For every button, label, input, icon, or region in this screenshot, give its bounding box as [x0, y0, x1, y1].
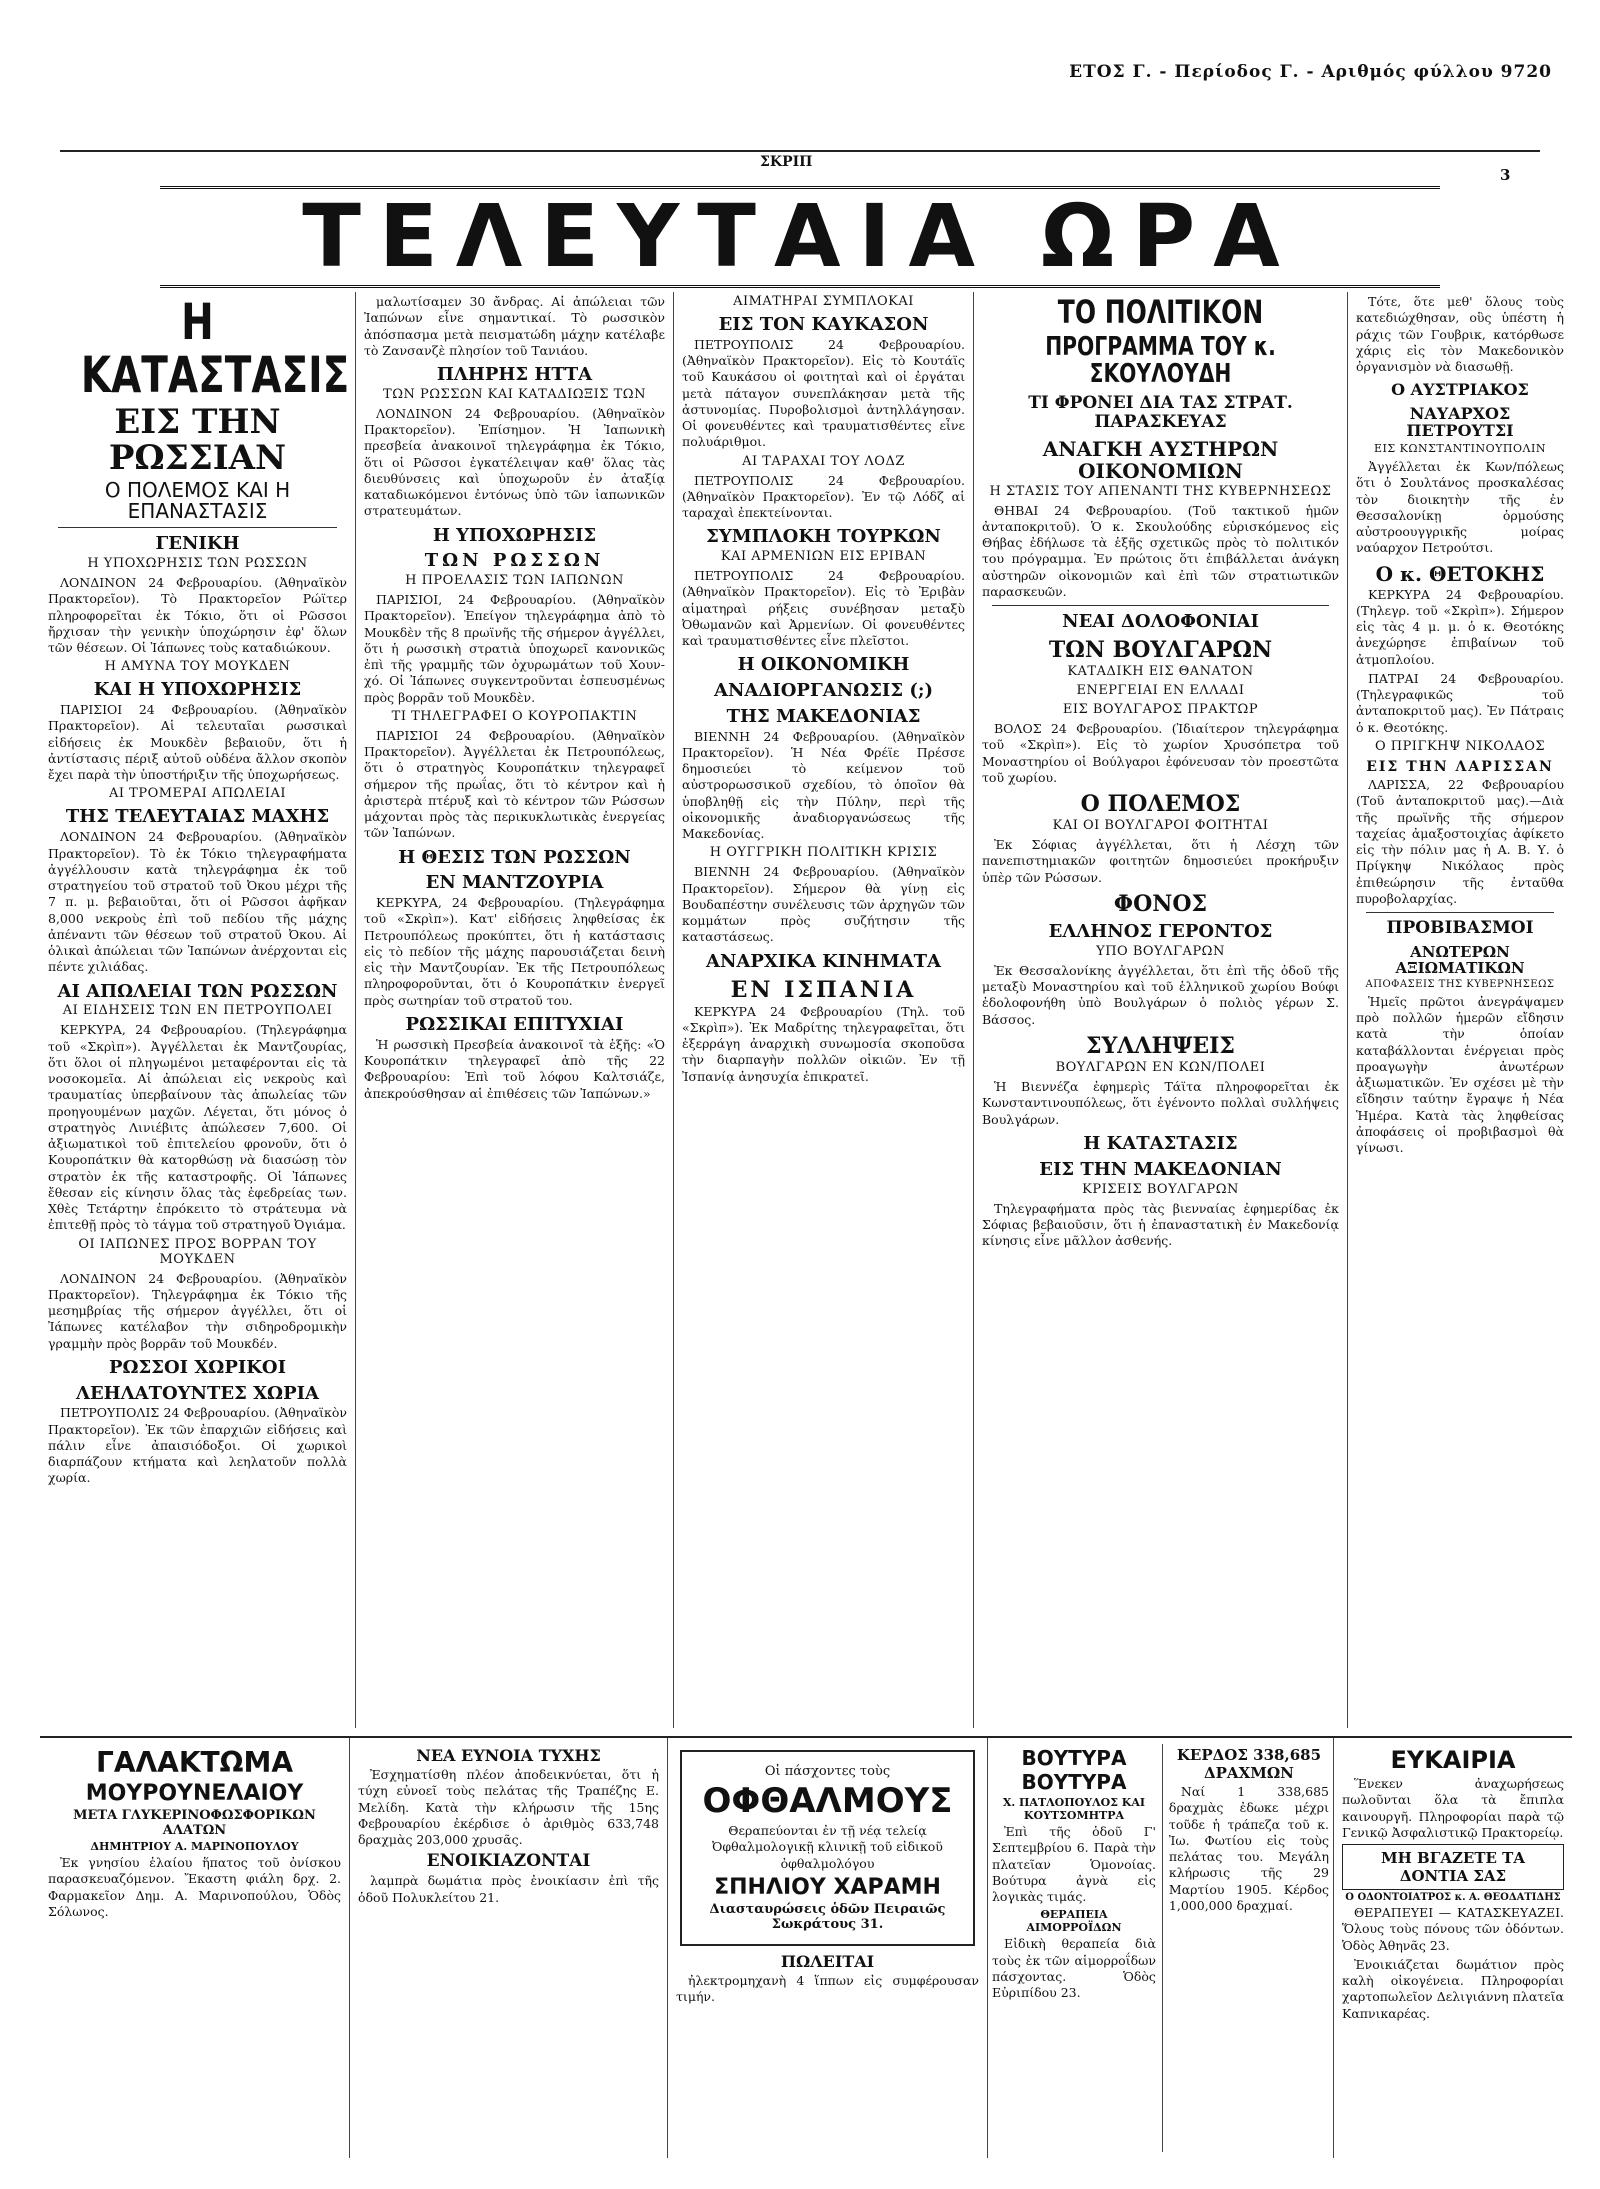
subhead: ΕΙΣ ΤΗΝ ΜΑΚΕΔΟΝΙΑΝ: [1039, 1158, 1282, 1180]
subhead: Ο ΑΥΣΤΡΙΑΚΟΣ: [1391, 380, 1529, 400]
divider: [1366, 912, 1554, 913]
subhead: ΕΝ ΙΣΠΑΝΙΑ: [730, 976, 917, 1003]
article-paragraph: Τηλεγραφήματα πρὸς τὰς βιενναίας ἐφημερίδας ἐκ Σόφιας βεβαιοῦσιν, ὅτι ἡ ἐπαναστατικὴ ἐν Μακεδονίᾳ κίνησις εἶνε μᾶλλον ἀσθενής.: [982, 1200, 1339, 1248]
subhead: ΚΡΙΣΕΙΣ ΒΟΥΛΓΑΡΩΝ: [1082, 1181, 1239, 1197]
subhead: ΕΙΣ ΚΩΝΣΤΑΝΤΙΝΟΥΠΟΛΙΝ: [1374, 442, 1546, 456]
subhead: ΤΗΣ ΜΑΚΕΔΟΝΙΑΣ: [726, 705, 921, 727]
article-paragraph: ΚΕΡΚΥΡΑ 24 Φεβρουαρίου (Τηλ. τοῦ «Σκρὶπ»). Ἐκ Μαδρίτης τηλεγραφεῖται, ὅτι ἐξερράγη ἀναρχικὴ συνωμοσία σκοποῦσα τὴν διαρπαγὴν πολλῶν οἰκιῶν. Ἐν τῇ Ἰσπανίᾳ ἀνησυχία ἐπικρατεῖ.: [682, 1003, 965, 1084]
ad-text: λαμπρὰ δωμάτια πρὸς ἐνοικίασιν ἐπὶ τῆς ὁδοῦ Πολυκλείτου 21.: [358, 1873, 659, 1905]
ad-text: ΘΕΡΑΠΕΥΕΙ — ΚΑΤΑΣΚΕΥΑΖΕΙ. Ὅλους τοὺς πόνους τῶν ὀδόντων. Ὁδὸς Ἀθηνᾶς 23.: [1342, 1905, 1564, 1953]
article-paragraph: ΠΕΤΡΟΥΠΟΛΙΣ 24 Φεβρουαρίου. (Ἀθηναϊκὸν Πρακτορεῖον). Εἰς τὸ Κουτάϊς τοῦ Καυκάσου οἱ φοιτηταὶ καὶ οἱ ἐργάται μετὰ πάταγον συνεπλάκησαν μετὰ τῆς ἀστυνομίας. Πυροβολισμοὶ ἀντηλλάγησαν. Οἱ φονευθέντες καὶ τραυματισθέντες εἶνε πολυάριθμοι.: [682, 336, 965, 450]
ad-butter-and-bank: [988, 1738, 1334, 2158]
issue-line: ΕΤΟΣ Γ. - Περίοδος Γ. - Αριθμός φύλλου 9720: [1069, 62, 1552, 82]
article-paragraph: ΛΟΝΔΙΝΟΝ 24 Φεβρουαρίου. (Ἀθηναϊκὸν Πρακτορεῖον). Τηλεγράφημα ἐκ Τόκιο τῆς μεσημβρίας τῆς σήμερον ἀγγέλλει, ὅτι οἱ Ἰάπωνες κατέλαβον τὴν σιδηροδρομικὴν γραμμὴν πρὸς βορρᾶν τοῦ Μουκδέν.: [48, 1270, 347, 1351]
article-paragraph: Ἐκ Σόφιας ἀγγέλλεται, ὅτι ἡ Λέσχη τῶν πανεπιστημιακῶν φοιτητῶν δημοσιεύει προκήρυξιν ὑπὲρ τῶν Ρώσσων.: [982, 837, 1339, 885]
subhead: ΝΑΥΑΡΧΟΣ ΠΕΤΡΟΥΤΣΙ: [1406, 403, 1514, 441]
ad-title: ΒΟΥΤΥΡΑ ΒΟΥΤΥΡΑ: [1021, 1746, 1127, 1794]
headline-line-2: ΠΡΟΓΡΑΜΜΑ ΤΟΥ κ. ΣΚΟΥΛΟΥΔΗ: [1045, 331, 1276, 389]
advertisements: [40, 1736, 1572, 2158]
subhead: ΚΑΤΑΔΙΚΗ ΕΙΣ ΘΑΝΑΤΟΝ: [1067, 664, 1254, 680]
subhead: ΑΙ ΤΡΟΜΕΡΑΙ ΑΠΩΛΕΙΑΙ: [109, 786, 286, 802]
article-paragraph: μαλωτίσαμεν 30 ἄνδρας. Αἱ ἀπώλειαι τῶν Ἰαπώνων εἶνε σημαντικαί. Τὸ ρωσσικὸν ἀπόσπασμα μετὰ πεισματώδη μάχην κατέλαβε τὸ Ζανσανζὲ πλησίον τοῦ Τανιάου.: [364, 294, 665, 358]
ad-title: ΕΝΟΙΚΙΑΖΟΝΤΑΙ: [426, 1851, 591, 1872]
subhead: ΝΕΑΙ ΔΟΛΟΦΟΝΙΑΙ: [1062, 611, 1259, 633]
article-paragraph: ΘΗΒΑΙ 24 Φεβρουαρίου. (Τοῦ τακτικοῦ ἡμῶν ἀνταποκριτοῦ). Ὁ κ. Σκουλούδης εὑρισκόμενος εἰς Θήβας ἐδήλωσε τὰ ἑξῆς σχετικῶς πρὸς τὸ πολιτικόν του πρόγραμμα. Ἐν πρώτοις ὅτι ἐπιβάλλεται ἀνάγκη αὐστηρῶν οἰκονομιῶν καὶ ἐπὶ τῶν στρατιωτικῶν παρασκευῶν.: [982, 502, 1339, 599]
ad-address: Διασταυρώσεις ὁδῶν Πειραιῶς Σωκράτους 31.: [709, 1901, 946, 1932]
subhead: ΤΙ ΤΗΛΕΓΡΑΦΕΙ Ο ΚΟΥΡΟΠΑΚΤΙΝ: [391, 708, 638, 724]
ad-text: Ἐκ γνησίου ἐλαίου ἥπατος τοῦ ὀνίσκου παρασκευαζόμενον. Ἔκαστη φιάλη δρχ. 2. Φαρμακεῖον Δημ. Α. Μαρινοπούλου, Ὁδὸς Σόλωνος.: [48, 1855, 341, 1919]
ad-subtitle: ΜΕΤΑ ΓΛΥΚΕΡΙΝΟΦΩΣΦΟΡΙΚΩΝ ΑΛΑΤΩΝ: [73, 1808, 316, 1838]
subhead: Η ΠΡΟΕΛΑΣΙΣ ΤΩΝ ΙΑΠΩΝΩΝ: [405, 573, 624, 589]
article-paragraph: ΒΟΛΟΣ 24 Φεβρουαρίου. (Ἰδιαίτερον τηλεγράφημα τοῦ «Σκρὶπ»). Εἰς τὸ χωρίον Χρυσόπετρα τοῦ Μοναστηρίου οἱ Βούλγαροι ἐφόνευσαν τὸν προεστῶτα τοῦ χωρίου.: [982, 721, 1339, 785]
ad-title: ΘΕΡΑΠΕΙΑ ΑΙΜΟΡΡΟΪΔΩΝ: [1026, 1908, 1122, 1935]
article-paragraph: Ἡμεῖς πρῶτοι ἀνεγράψαμεν πρὸ πολλῶν ἡμερῶν εἴδησιν κατὰ τὴν ὁποίαν καταβάλλονται ἐνέργειαι πρὸς προαγωγὴν ἀνωτέρων ἀξιωματικῶν. Ἐν σχέσει μὲ τὴν εἴδησιν ταύτην ἔγραψε ἡ Νέα Ἡμέρα. Κατὰ τὰς ληφθείσας ἀποφάσεις οἱ προβιβασμοὶ θὰ γίνωσι.: [1356, 993, 1564, 1156]
column-3: [674, 292, 974, 1728]
ad-title: ΜΟΥΡΟΥΝΕΛΑΙΟΥ: [85, 1781, 304, 1806]
ad-title: ΜΗ ΒΓΑΖΕΤΕ ΤΑ ΔΟΝΤΙΑ ΣΑΣ: [1342, 1844, 1564, 1890]
subhead: ΕΛΛΗΝΟΣ ΓΕΡΟΝΤΟΣ: [1048, 921, 1273, 943]
ad-text: Θεραπεύονται ἐν τῇ νέᾳ τελείᾳ Ὀφθαλμολογικῇ κλινικῇ τοῦ εἰδικοῦ ὀφθαλμολόγου: [712, 1823, 943, 1871]
subhead: ΤΩΝ ΡΩΣΣΩΝ: [424, 550, 605, 572]
subhead: ΤΩΝ ΒΟΥΛΓΑΡΩΝ: [1048, 636, 1273, 663]
headline-russia-line-2: ΕΙΣ ΤΗΝ ΡΩΣΣΙΑΝ: [108, 402, 287, 478]
running-head-paper-name: ΣΚΡΙΠ: [760, 154, 813, 170]
subhead: ΤΩΝ ΡΩΣΣΩΝ ΚΑΙ ΚΑΤΑΔΙΩΞΙΣ ΤΩΝ: [383, 386, 646, 402]
ad-title: ΕΥΚΑΙΡΙΑ: [1390, 1746, 1516, 1774]
ad-title: ΝΕΑ ΕΥΝΟΙΑ ΤΥΧΗΣ: [416, 1746, 601, 1765]
running-head-rule: [60, 150, 1540, 152]
ad-title: ΚΕΡΔΟΣ 338,685 ΔΡΑΧΜΩΝ: [1176, 1746, 1322, 1782]
article-paragraph: ΒΙΕΝΝΗ 24 Φεβρουαρίου. (Ἀθηναϊκὸν Πρακτορεῖον). Ἡ Νέα Φρέϊε Πρέσσε δημοσιεύει τὸ κείμενον τοῦ αὐστρορωσσικοῦ σχεδίου, τὸ ὁποῖον θὰ ὑποβληθῇ εἰς τὴν Πύλην, περὶ τῆς οἰκονομικῆς ἀναδιοργανώσεως τῆς Μακεδονίας.: [682, 728, 965, 842]
ad-text: ἠλεκτρομηχανὴ 4 ἵππων εἰς συμφέρουσαν τιμήν.: [676, 1972, 979, 2004]
ad-cod-liver-oil: [40, 1738, 350, 2158]
divider: [992, 605, 1329, 606]
ad-butter: [992, 1744, 1156, 2152]
subhead: Η ΚΑΤΑΣΤΑΣΙΣ: [1083, 1132, 1238, 1154]
article-paragraph: Ἀγγέλλεται ἐκ Κων/πόλεως ὅτι ὁ Σουλτάνος προσκαλέσας τὸν διοικητὴν τῆς ἐν Θεσσαλονίκῃ ὁρμούσης αὐστροουγγρικῆς μοίρας ναύαρχον Πετρούτσι.: [1356, 459, 1564, 556]
masthead: [160, 186, 1440, 288]
divider: [58, 527, 337, 528]
subhead: ΠΡΟΒΙΒΑΣΜΟΙ: [1386, 918, 1534, 939]
subhead: ΑΙ ΑΠΩΛΕΙΑΙ ΤΩΝ ΡΩΣΣΩΝ: [57, 980, 338, 1002]
subhead: ΚΑΙ ΟΙ ΒΟΥΛΓΑΡΟΙ ΦΟΙΤΗΤΑΙ: [1052, 818, 1269, 834]
subhead: ΦΟΝΟΣ: [1113, 890, 1208, 917]
article-paragraph: ΠΕΤΡΟΥΠΟΛΙΣ 24 Φεβρουαρίου. (Ἀθηναϊκὸν Πρακτορεῖον). Ἐκ τῶν ἐπαρχιῶν εἰδήσεις καὶ πάλιν εἶνε ἀπαισιόδοξοι. Οἱ χωρικοὶ διαρπάζουν κτήματα καὶ λεηλατοῦν πολλὰ χωρία.: [48, 1405, 347, 1486]
article-paragraph: ΚΕΡΚΥΡΑ, 24 Φεβρουαρίου. (Τηλεγράφημα τοῦ «Σκρὶπ»). Ἀγγέλλεται ἐκ Μαντζουρίας, ὅτι ὅλοι οἱ πληγωμένοι μεταφέρονται εἰς τὰ νοσοκομεῖα. Αἱ ἀπώλειαι εἰς νεκροὺς καὶ τραυματίας ὑπερβαίνουν τὰς ἀπωλείας τῶν προηγουμένων μαχῶν. Λέγεται, ὅτι μόνος ὁ στρατηγὸς Λινιέβιτς ἀπώλεσεν 7,600. Οἱ ἀξιωματικοὶ τοῦ ἐπιτελείου φρονοῦν, ὅτι ὁ Κουροπάτκιν θὰ κατορθώσῃ νὰ διασώσῃ τὸν στρατὸν ἐκ τῆς καταστροφῆς. Οἱ Ἰάπωνες ἔθεσαν εἰς κίνησιν ὅλας τὰς ἐφεδρείας των. Χθὲς Τετάρτην ἐπρόκειτο τὸ στράτευμα νὰ ἐπιτεθῇ πρὸς τὸ τάγμα τοῦ στρατηγοῦ Ὀγιάμα.: [48, 1022, 347, 1233]
article-paragraph: ΠΑΡΙΣΙΟΙ, 24 Φεβρουαρίου. (Ἀθηναϊκὸν Πρακτορεῖον). Ἐπείγον τηλεγράφημα ἀπὸ τὸ Μουκδὲν τῆς 8 πρωϊνῆς τῆς σήμερον ἀγγέλλει, ὅτι ἡ ρωσσικὴ στρατιὰ ὑποχωρεῖ κανονικῶς ἐπὶ τῆς γραμμῆς τῶν ὀχυρωμάτων τοῦ Χουν-χό. Οἱ Ἰάπωνες συγκεντροῦνται ἐσπευσμένως πρὸς βορρᾶν τοῦ Μουκδὲν.: [364, 592, 665, 705]
subhead: ΛΕΗΛΑΤΟΥΝΤΕΣ ΧΩΡΙΑ: [75, 1382, 320, 1404]
subhead: ΡΩΣΣΙΚΑΙ ΕΠΙΤΥΧΙΑΙ: [405, 1013, 624, 1035]
subhead: ΟΙ ΙΑΠΩΝΕΣ ΠΡΟΣ ΒΟΡΡΑΝ ΤΟΥ ΜΟΥΚΔΕΝ: [78, 1236, 317, 1267]
article-paragraph: Ἐκ Θεσσαλονίκης ἀγγέλλεται, ὅτι ἐπὶ τῆς ὁδοῦ τῆς μεταξὺ Μοναστηρίου καὶ τοῦ ἑλληνικοῦ χωρίου Βούφι ἐδολοφονήθη ὑπὸ Βουλγάρων ὁ πολιὸς γέρων Σ. Βάσσος.: [982, 962, 1339, 1027]
subhead: ΑΙΜΑΤΗΡΑΙ ΣΥΜΠΛΟΚΑΙ: [733, 294, 914, 309]
column-5: [1348, 292, 1572, 1728]
subhead: ΕΙΣ ΒΟΥΛΓΑΡΟΣ ΠΡΑΚΤΩΡ: [1062, 702, 1259, 718]
ad-text: Ἕνεκεν ἀναχωρήσεως πωλοῦνται ὅλα τὰ ἔπιπλα καινουργῆ. Πληροφορίαι παρὰ τῷ Γενικῷ Ἀσφαλιστικῷ Πρακτορείῳ.: [1342, 1776, 1564, 1840]
news-columns: [40, 292, 1572, 1728]
subhead: ΑΝΑΡΧΙΚΑ ΚΙΝΗΜΑΤΑ: [706, 950, 941, 972]
article-paragraph: ΠΕΤΡΟΥΠΟΛΙΣ 24 Φεβρουαρίου. (Ἀθηναϊκὸν Πρακτορεῖον). Ἐν τῷ Λόδζ αἱ ταραχαὶ ἐπεκτείνονται.: [682, 472, 965, 521]
subhead: ΕΝ ΜΑΝΤΖΟΥΡΙΑ: [425, 872, 604, 894]
subhead: ΒΟΥΛΓΑΡΩΝ ΕΝ ΚΩΝ/ΠΟΛΕΙ: [1055, 1060, 1266, 1076]
article-paragraph: ΒΙΕΝΝΗ 24 Φεβρουαρίου. (Ἀθηναϊκὸν Πρακτορεῖον). Σήμερον θὰ γίνῃ εἰς Βουδαπέστην συνέλευσις τῶν ἀρχηγῶν τῶν κομμάτων πρὸς συζήτησιν τῆς καταστάσεως.: [682, 864, 965, 945]
subhead: Η ΥΠΟΧΩΡΗΣΙΣ: [432, 524, 597, 546]
ad-subtitle: ΔΗΜΗΤΡΙΟΥ Α. ΜΑΡΙΝΟΠΟΥΛΟΥ: [90, 1840, 299, 1853]
column-4: [974, 292, 1348, 1728]
article-paragraph: ΠΑΤΡΑΙ 24 Φεβρουαρίου. (Τηλεγραφικῶς τοῦ ἀνταποκριτοῦ μας). Ἐν Πάτραις ὁ κ. Θεοτόκης.: [1356, 670, 1564, 735]
ad-text: Ἐνοικιάζεται δωμάτιον πρὸς καλὴ οἰκογένεια. Πληροφορίαι χαρτοπωλεῖον Δελιγιάννη πλατεῖα Καπνικαρέας.: [1342, 1956, 1564, 2021]
ad-dentist: [1334, 1738, 1572, 2158]
ad-text: Οἱ πάσχοντες τοὺς: [764, 1764, 891, 1779]
subhead: Η ΟΙΚΟΝΟΜΙΚΗ: [737, 654, 910, 676]
ad-text: Ἐσχηματίσθη πλέον ἀποδεικνύεται, ὅτι ἡ τύχη εὐνοεῖ τοὺς πελάτας τῆς Τραπέζης Ε. Μελίδη. Κατὰ τὴν κλήρωσιν τῆς 15ης Φεβρουαρίου ἐκέρδισε ὁ ἀριθμὸς 633,748 δραχμὰς 203,000 χρυσᾶς.: [358, 1767, 659, 1847]
subhead: ΤΙ ΦΡΟΝΕΙ ΔΙΑ ΤΑΣ ΣΤΡΑΤ. ΠΑΡΑΣΚΕΥΑΣ: [1028, 393, 1293, 432]
article-paragraph: ΚΕΡΚΥΡΑ 24 Φεβρουαρίου. (Τηλεγρ. τοῦ «Σκρὶπ»). Σήμερον εἰς τὰς 4 μ. μ. ὁ κ. Θεοτόκης ἀνεχώρησε ἐπιβαίνων τοῦ ἀτμοπλοίου.: [1356, 586, 1564, 667]
headline-political-program-line-2: [982, 331, 1339, 389]
headline-russia-situation: [48, 293, 350, 404]
column-1: [40, 292, 356, 1728]
article-paragraph: ΛΑΡΙΣΣΑ, 22 Φεβρουαρίου (Τοῦ ἀνταποκριτοῦ μας).—Διὰ τῆς πρωϊνῆς τῆς σήμερον ταχείας ἀμαξοστοιχίας ἀφίκετο εἰς τὴν πόλιν μας ἡ Α. Β. Υ. ὁ Πρίγκηψ Νικόλαος πρὸς ἐπιθεώρησιν τῆς ἐνταῦθα πυροβολαρχίας.: [1356, 777, 1564, 906]
article-paragraph: ΛΟΝΔΙΝΟΝ 24 Φεβρουαρίου. (Ἀθηναϊκὸν Πρακτορεῖον). Τὸ ἐκ Τόκιο τηλεγραφήματα ἀγγέλλουσιν κατὰ τηλεγράφημα ἐκ τοῦ στρατηγείου τοῦ στρατοῦ τοῦ Ὀκου μέχρι τῆς 7 π. μ. βεβαιοῦται, ὅτι οἱ Ρῶσσοι ἀφῆκαν 8,000 νεκροὺς ἐπὶ τοῦ πεδίου τῆς μάχης ἀπέναντι τῶν θέσεων τοῦ στρατοῦ Ὀκου. Αἱ ὁλικαὶ ἀπώλειαι τῶν Ἰαπώνων ἀνέρχονται εἰς πέντε χιλιάδας.: [48, 829, 347, 975]
subhead: ΥΠΟ ΒΟΥΛΓΑΡΩΝ: [1096, 943, 1225, 959]
subhead: Η ΥΠΟΧΩΡΗΣΙΣ ΤΩΝ ΡΩΣΣΩΝ: [87, 556, 308, 572]
ad-text: Ναί 1 338,685 δραχμὰς ἐδωκε μέχρι τοῦδε ἡ τράπεζα τοῦ κ. Ἰω. Φωτίου εἰς τοὺς πελάτας του. Μεγάλη κλήρωσις τῆς 29 Μαρτίου 1905. Κέρδος 1,000,000 δραχμαί.: [1168, 1784, 1329, 1913]
subhead: Η ΑΜΥΝΑ ΤΟΥ ΜΟΥΚΔΕΝ: [104, 659, 291, 675]
ad-profit: [1162, 1744, 1329, 2152]
ad-text: Εἰδικὴ θεραπεία διὰ τοὺς ἐκ τῶν αἱμορροΐδων πάσχοντας. Ὁδὸς Εὐριπίδου 23.: [992, 1936, 1156, 2000]
subhead: ΑΝΑΔΙΟΡΓΑΝΩΣΙΣ (;): [713, 680, 934, 702]
subhead: ΓΕΝΙΚΗ: [155, 533, 240, 555]
ad-name: ΣΠΗΛΙΟΥ ΧΑΡΑΜΗ: [714, 1874, 941, 1900]
headline-russia-line-3: Ο ΠΟΛΕΜΟΣ ΚΑΙ Η ΕΠΑΝΑΣΤΑΣΙΣ: [104, 478, 291, 524]
ad-text: Ἐπὶ τῆς ὁδοῦ Γ' Σεπτεμβρίου 6. Παρὰ τὴν πλατεῖαν Ὁμονοίας. Βούτυρα ἀγνὰ εἰς λογικὰς τιμάς.: [992, 1824, 1156, 1904]
headline-line-1: Η ΚΑΤΑΣΤΑΣΙΣ: [80, 293, 350, 404]
ad-title: ΟΦΘΑΛΜΟΥΣ: [702, 1781, 953, 1821]
subhead: Η ΟΥΓΓΡΙΚΗ ΠΟΛΙΤΙΚΗ ΚΡΙΣΙΣ: [709, 845, 938, 861]
headline-political-program: [982, 293, 1339, 331]
subhead: ΑΝΩΤΕΡΩΝ ΑΞΙΩΜΑΤΙΚΩΝ: [1395, 942, 1525, 978]
subhead: ΡΩΣΣΟΙ ΧΩΡΙΚΟΙ: [108, 1356, 287, 1378]
headline-line-1: ΤΟ ΠΟΛΙΤΙΚΟΝ: [1057, 293, 1264, 331]
masthead-title: ΤΕΛΕΥΤΑΙΑ ΩΡΑ: [302, 187, 1298, 287]
article-paragraph: ΠΑΡΙΣΙΟΙ 24 Φεβρουαρίου. (Ἀθηναϊκὸν Πρακτορεῖον). Αἱ τελευταῖαι ρωσσικαὶ εἰδήσεις ἐκ Μουκδὲν βεβαιοῦν, ὅτι ἡ ἀντίστασις πέριξ αὐτοῦ οὐδένα ἄλλον σκοπὸν ἔχει παρὰ τὴν ὑποστήριξιν τῆς ὑποχωρήσεως.: [48, 702, 347, 783]
subhead: ΠΛΗΡΗΣ ΗΤΤΑ: [436, 364, 593, 385]
ad-box: [680, 1750, 975, 1946]
subhead: ΑΙ ΤΑΡΑΧΑΙ ΤΟΥ ΛΟΔΖ: [742, 453, 905, 469]
article-paragraph: Τότε, ὅτε μεθ' ὅλους τοὺς κατεδιώχθησαν, οὓς ὑπέστη ἡ ράχις τῶν Γουβρικ, κατόρθωσε χάρις εἰς τὸν Μακεδονικὸν ὀργανισμὸν νὰ διασωθῇ.: [1356, 294, 1564, 374]
subhead: Η ΘΕΣΙΣ ΤΩΝ ΡΩΣΣΩΝ: [398, 846, 631, 868]
subhead: Ο κ. ΘΕΤΟΚΗΣ: [1375, 561, 1545, 586]
article-paragraph: ΛΟΝΔΙΝΟΝ 24 Φεβρουαρίου. (Ἀθηναϊκὸν Πρακτορεῖον). Τὸ Πρακτορεῖον Ρώϊτερ πληροφορεῖται ἐκ Τόκιο, ὅτι οἱ Ρῶσσοι ἤρχισαν τὴν γενικὴν ὑποχώρησιν ἐφ' ὅλων τῶν θέσεων. Οἱ Ἰάπωνες τοὺς καταδιώκουν.: [48, 575, 347, 656]
subhead: ΕΙΣ ΤΟΝ ΚΑΥΚΑΣΟΝ: [718, 314, 929, 335]
subhead: Ο ΠΟΛΕΜΟΣ: [1080, 791, 1241, 818]
page-number: 3: [1500, 166, 1511, 184]
subhead: ΚΑΙ ΑΡΜΕΝΙΩΝ ΕΙΣ ΕΡΙΒΑΝ: [720, 549, 927, 565]
ad-title: ΓΑΛΑΚΤΩΜΑ: [96, 1746, 293, 1779]
article-paragraph: Ἡ ρωσσικὴ Πρεσβεία ἀνακοινοῖ τὰ ἑξῆς: «Ὁ Κουροπάτκιν τηλεγραφεῖ ἀπὸ τῆς 22 Φεβρουαρίου: Ἐπὶ τοῦ λόφου Καλτσιάζε, ἀπεκρούσθησαν αἱ ἐπιθέσεις τῶν Ἰαπώνων.»: [364, 1036, 665, 1101]
article-paragraph: ΚΕΡΚΥΡΑ, 24 Φεβρουαρίου. (Τηλεγράφημα τοῦ «Σκρὶπ»). Κατ' εἰδήσεις ληφθείσας ἐκ Πετρουπόλεως προκύπτει, ὅτι ἡ κατάστασις εἰς τὸ πεδίον τῆς μάχης παρουσιάζεται δεινὴ εἰς τὴν Μαντζουρίαν. Ἐκ τῆς Πετρουπόλεως πληροφοροῦνται, ὅτι ὁ Κουροπάτκιν ἐνεργεῖ πρὸς σωτηρίαν τοῦ στρατοῦ του.: [364, 895, 665, 1008]
ad-title: ΠΩΛΕΙΤΑΙ: [780, 1951, 875, 1971]
column-2: [356, 292, 674, 1728]
subhead: ΚΑΙ Η ΥΠΟΧΩΡΗΣΙΣ: [93, 679, 302, 701]
subhead: ΤΗΣ ΤΕΛΕΥΤΑΙΑΣ ΜΑΧΗΣ: [65, 806, 330, 828]
ad-name: Χ. ΠΑΤΛΟΠΟΥΛΟΣ ΚΑΙ ΚΟΥΤΣΟΜΗΤΡΑ: [1002, 1796, 1146, 1822]
article-paragraph: ΠΕΤΡΟΥΠΟΛΙΣ 24 Φεβρουαρίου. (Ἀθηναϊκὸν Πρακτορεῖον). Εἰς τὸ Ἐριβὰν αἱματηραὶ ρήξεις συνέβησαν μεταξὺ Ὀθωμανῶν καὶ Ἀρμενίων. Οἱ φονευθέντες καὶ τραυματισθέντες εἶνε πλεῖστοι.: [682, 568, 965, 649]
article-paragraph: Ἡ Βιεννέζα ἐφημερὶς Τάϊτα πληροφορεῖται ἐκ Κωνσταντινουπόλεως, ὅτι ἐγένοντο πολλαὶ συλλήψεις Βουλγάρων.: [982, 1079, 1339, 1127]
article-paragraph: ΠΑΡΙΣΙΟΙ 24 Φεβρουαρίου. (Ἀθηναϊκὸν Πρακτορεῖον). Ἀγγέλλεται ἐκ Πετρουπόλεως, ὅτι ὁ στρατηγὸς Κουροπάτκιν τηλεγραφεῖ σήμερον τῆς πρωΐας, ὅτι τὸ κέντρον καὶ ἡ ἀριστερὰ πτέρυξ καὶ τὸ κέντρον τῶν Ρώσσων μάχονται πρὸς τὰς περικυκλωτικὰς ἐνεργείας τῶν Ἰαπώνων.: [364, 727, 665, 841]
ad-subtitle: Ο ΟΔΟΝΤΟΙΑΤΡΟΣ κ. Α. ΘΕΟΔΑΤΙΔΗΣ: [1345, 1892, 1561, 1903]
subhead: ΑΠΟΦΑΣΕΙΣ ΤΗΣ ΚΥΒΕΡΝΗΣΕΩΣ: [1365, 978, 1555, 990]
subhead: ΑΝΑΓΚΗ ΑΥΣΤΗΡΩΝ ΟΙΚΟΝΟΜΙΩΝ: [1042, 436, 1279, 483]
subhead: ΣΥΛΛΗΨΕΙΣ: [1086, 1032, 1235, 1059]
subhead: Ο ΠΡΙΓΚΗΨ ΝΙΚΟΛΑΟΣ: [1374, 738, 1546, 754]
subhead: Η ΣΤΑΣΙΣ ΤΟΥ ΑΠΕΝΑΝΤΙ ΤΗΣ ΚΥΒΕΡΝΗΣΕΩΣ: [989, 483, 1332, 499]
subhead: ΑΙ ΕΙΔΗΣΕΙΣ ΤΩΝ ΕΝ ΠΕΤΡΟΥΠΟΛΕΙ: [62, 1003, 333, 1019]
subhead: ΕΙΣ ΤΗΝ ΛΑΡΙΣΣΑΝ: [1366, 758, 1554, 775]
ad-ophthalmologist: [668, 1738, 988, 2158]
ad-lottery-bank: [350, 1738, 668, 2158]
article-paragraph: ΛΟΝΔΙΝΟΝ 24 Φεβρουαρίου. (Ἀθηναϊκὸν Πρακτορεῖον). Ἐπίσημον. Ἡ Ἰαπωνικὴ πρεσβεία ἀνακοινοῖ τηλεγράφημα ἐκ Τόκιο, ὅτι οἱ Ρῶσσοι ἐγκατέλειψαν καθ' ὅλας τὰς διευθύνσεις καὶ ὑποχωροῦν ἐν ἀταξίᾳ καταδιωκόμενοι ἐντόνως ὑπὸ τῶν ἰαπωνικῶν στρατευμάτων.: [364, 405, 665, 519]
subhead: ΣΥΜΠΛΟΚΗ ΤΟΥΡΚΩΝ: [706, 526, 941, 548]
subhead: ΕΝΕΡΓΕΙΑΙ ΕΝ ΕΛΛΑΔΙ: [1076, 683, 1245, 699]
